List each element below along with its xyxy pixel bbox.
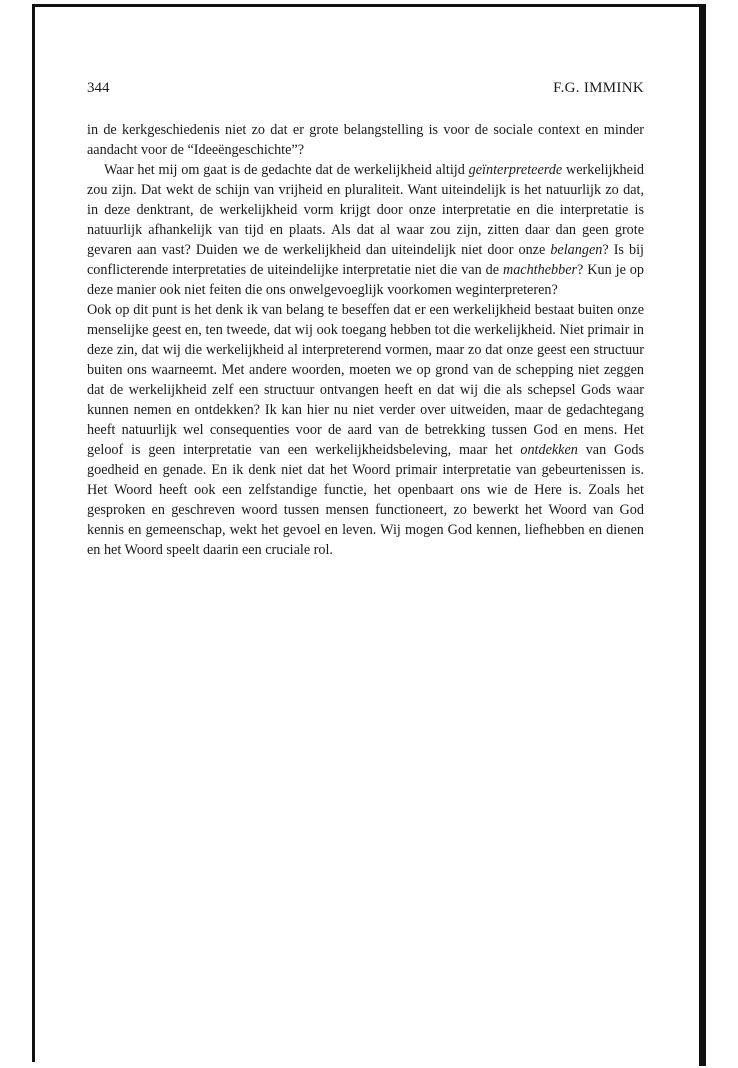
emphasis-geinterpreteerde: geïnterpreteerde — [468, 162, 563, 178]
emphasis-ontdekken: ontdekken — [520, 442, 578, 458]
page-border-left — [32, 4, 35, 1062]
page-border-top — [32, 4, 706, 7]
emphasis-belangen: belangen — [550, 242, 603, 258]
paragraph-2 — [87, 160, 644, 300]
body-text — [87, 120, 644, 560]
text-segment: ? Kun je op deze manier ook niet feiten die ons onwelgevoeglijk voorkomen weginterpreteren? — [87, 262, 644, 298]
text-segment: van Gods goedheid en genade. En ik denk niet dat het Woord primair interpretatie van gebeurtenissen is. Het Woord heeft ook een zelfstandige functie, het openbaart ons wie de Here is. Zoals het gesproken en geschreven woord tussen mensen functioneert, zo bewerkt het Woord van God kennis en gemeenschap, wekt het gevoel en leven. Wij mogen God kennen, liefhebben en dienen en het Woord speelt daarin een cruciale rol. — [87, 442, 644, 558]
text-segment: Waar het mij om gaat is de gedachte dat de werkelijkheid altijd — [104, 162, 469, 178]
page-border-right — [699, 4, 706, 1066]
text-segment: werkelijkheid zou zijn. Dat wekt de schijn van vrijheid en pluraliteit. Want uiteindelijk is het natuurlijk zo dat, in deze denktrant, de werkelijkheid vorm krijgt door onze interpretatie en die interpretatie is natuurlijk afhankelijk van tijd en plaats. Als dat al waar zou zijn, zitten daar dan geen grote gevaren aan vast? Duiden we de werkelijkheid dan uiteindelijk niet door onze — [87, 162, 644, 258]
text-segment: ? Is bij conflicterende interpretaties de uiteindelijke interpretatie niet die van de — [87, 242, 644, 278]
text-segment: Ook op dit punt is het denk ik van belang te beseffen dat er een werkelijkheid bestaat buiten onze menselijke geest en, ten tweede, dat wij ook toegang hebben tot die werkelijkheid. Niet primair in deze zin, dat wij die werkelijkheid al interpreterend vormen, maar zo dat onze geest een structuur buiten ons waarneemt. Met andere woorden, moeten we op grond van de schepping niet zeggen dat de werkelijkheid zelf een structuur ontvangen heeft en dat wij die als schepsel Gods waar kunnen nemen en ontdekken? Ik kan hier nu niet verder over uitweiden, maar de gedachtegang heeft natuurlijk wel consequenties voor de aard van de betrekking tussen God en mens. Het geloof is geen interpretatie van een werkelijkheidsbeleving, maar het — [87, 302, 644, 458]
text-segment: in de kerkgeschiedenis niet zo dat er grote belangstelling is voor de sociale context en minder aandacht voor de “Ideeëngeschichte”? — [87, 122, 644, 158]
paragraph-3 — [87, 300, 644, 560]
emphasis-machthebber: machthebber — [502, 262, 578, 278]
running-head: F.G. IMMINK — [553, 80, 644, 96]
paragraph-1 — [87, 120, 644, 160]
page-header — [87, 80, 644, 100]
page-number: 344 — [87, 80, 110, 96]
